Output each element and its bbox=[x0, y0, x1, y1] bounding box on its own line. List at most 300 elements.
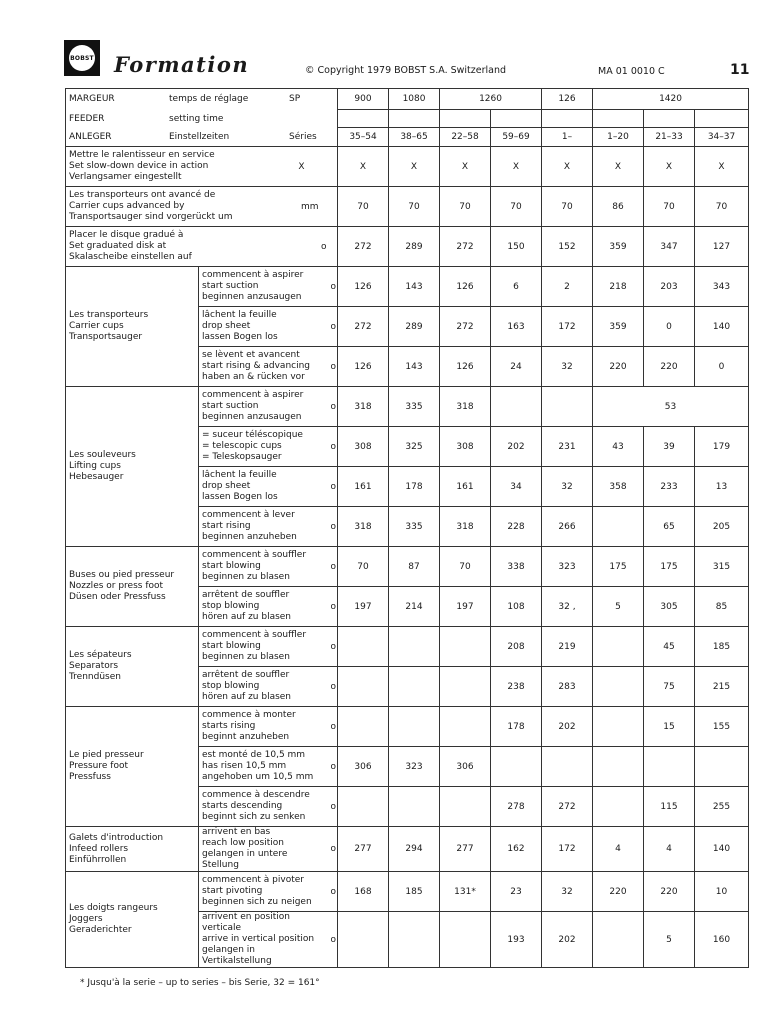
value-cell: 308 bbox=[338, 427, 389, 467]
row-description bbox=[202, 630, 327, 663]
value-cell bbox=[593, 627, 644, 667]
degree-unit: o bbox=[330, 667, 338, 707]
value-cell: 131* bbox=[440, 872, 491, 912]
row-description bbox=[202, 510, 327, 543]
value-cell: 32 bbox=[542, 872, 593, 912]
description-line: hören auf zu blasen bbox=[202, 612, 292, 622]
value-cell: 152 bbox=[542, 227, 593, 267]
row-description bbox=[202, 827, 327, 871]
value-cell: 197 bbox=[440, 587, 491, 627]
value-cell bbox=[644, 747, 695, 787]
description-line: Set graduated disk at bbox=[69, 241, 167, 251]
page-number: 11 bbox=[730, 62, 750, 78]
value-cell bbox=[389, 627, 440, 667]
value-cell: 185 bbox=[389, 872, 440, 912]
value-cell bbox=[338, 787, 389, 827]
description-line: beginnen anzusaugen bbox=[202, 292, 302, 302]
row-description bbox=[69, 150, 215, 183]
description-line: Hebesauger bbox=[69, 472, 124, 482]
value-cell: 126 bbox=[440, 267, 491, 307]
description-cell bbox=[199, 507, 330, 547]
description-line: lâchent la feuille bbox=[202, 310, 277, 320]
degree-unit: o bbox=[330, 387, 338, 427]
description-line: start blowing bbox=[202, 561, 261, 571]
value-cell: 193 bbox=[491, 912, 542, 968]
description-line: start suction bbox=[202, 281, 259, 291]
value-cell: 53 bbox=[593, 387, 749, 427]
header-series-range: 1– bbox=[542, 128, 593, 147]
value-cell bbox=[542, 387, 593, 427]
table-row bbox=[66, 627, 749, 667]
value-cell: 202 bbox=[491, 427, 542, 467]
row-description bbox=[202, 710, 327, 743]
value-cell bbox=[338, 667, 389, 707]
value-cell: 335 bbox=[389, 507, 440, 547]
value-cell: 359 bbox=[593, 307, 644, 347]
header-series: Séries bbox=[289, 131, 317, 142]
value-cell: 32 , bbox=[542, 587, 593, 627]
description-line: arrivent en position verticale bbox=[202, 912, 290, 933]
degree-unit: o bbox=[330, 627, 338, 667]
value-cell: 34 bbox=[491, 467, 542, 507]
degree-unit: o bbox=[330, 872, 338, 912]
description-line: starts descending bbox=[202, 801, 283, 811]
description-line: start rising & advancing bbox=[202, 361, 311, 371]
page-header bbox=[0, 0, 768, 90]
value-cell: 347 bbox=[644, 227, 695, 267]
description-line: Mettre le ralentisseur en service bbox=[69, 150, 215, 160]
header-einstell: Einstellzeiten bbox=[169, 131, 230, 142]
row-description bbox=[69, 650, 195, 683]
row-description bbox=[202, 875, 327, 908]
value-cell bbox=[542, 747, 593, 787]
value-cell: 335 bbox=[389, 387, 440, 427]
description-cell bbox=[66, 227, 330, 267]
value-cell bbox=[440, 707, 491, 747]
value-cell: 160 bbox=[695, 912, 749, 968]
description-line: beginnen anzuheben bbox=[202, 532, 297, 542]
value-cell bbox=[440, 787, 491, 827]
description-line: se lèvent et avancent bbox=[202, 350, 300, 360]
value-cell: 272 bbox=[542, 787, 593, 827]
value-cell: 2 bbox=[542, 267, 593, 307]
row-description bbox=[69, 230, 192, 263]
value-cell: 126 bbox=[338, 347, 389, 387]
value-cell bbox=[389, 667, 440, 707]
row-description bbox=[202, 390, 327, 423]
description-cell bbox=[199, 872, 330, 912]
value-cell: 23 bbox=[491, 872, 542, 912]
value-cell: 233 bbox=[644, 467, 695, 507]
value-cell: 218 bbox=[593, 267, 644, 307]
description-line: arrêtent de souffler bbox=[202, 670, 290, 680]
description-cell bbox=[66, 187, 330, 227]
description-line: haben an & rücken vor bbox=[202, 372, 305, 382]
row-description bbox=[202, 670, 327, 703]
description-line: Les transporteurs ont avancé de bbox=[69, 190, 216, 200]
value-cell: 178 bbox=[389, 467, 440, 507]
document-reference: MA 01 0010 C bbox=[598, 66, 665, 77]
description-line: reach low position bbox=[202, 838, 284, 848]
value-cell: 70 bbox=[644, 187, 695, 227]
header-model: 1420 bbox=[593, 89, 749, 110]
value-cell: 163 bbox=[491, 307, 542, 347]
table-row bbox=[66, 227, 749, 267]
value-cell: 220 bbox=[593, 347, 644, 387]
value-cell: 4 bbox=[593, 827, 644, 872]
row-description bbox=[202, 550, 327, 583]
value-cell: 32 bbox=[542, 347, 593, 387]
value-cell bbox=[338, 627, 389, 667]
value-cell: 278 bbox=[491, 787, 542, 827]
value-cell bbox=[491, 387, 542, 427]
header-row-series bbox=[66, 128, 749, 147]
value-cell: 70 bbox=[695, 187, 749, 227]
header-model: 126 bbox=[542, 89, 593, 110]
degree-unit: o bbox=[330, 547, 338, 587]
value-cell: 272 bbox=[338, 307, 389, 347]
value-cell: 220 bbox=[644, 872, 695, 912]
value-cell: 172 bbox=[542, 827, 593, 872]
value-cell: 175 bbox=[593, 547, 644, 587]
description-line: Verlangsamer eingestellt bbox=[69, 172, 182, 182]
value-cell: 277 bbox=[338, 827, 389, 872]
description-line: gelangen in untere Stellung bbox=[202, 849, 288, 870]
description-line: Buses ou pied presseur bbox=[69, 570, 175, 580]
value-cell: 108 bbox=[491, 587, 542, 627]
row-description bbox=[69, 190, 232, 223]
description-line: commencent à aspirer bbox=[202, 270, 304, 280]
value-cell: 15 bbox=[644, 707, 695, 747]
description-cell bbox=[199, 827, 330, 872]
description-line: arrêtent de souffler bbox=[202, 590, 290, 600]
value-cell: 161 bbox=[338, 467, 389, 507]
description-line: Les transporteurs bbox=[69, 310, 149, 320]
value-cell: 343 bbox=[695, 267, 749, 307]
header-anleger: ANLEGER bbox=[69, 131, 112, 142]
value-cell: 70 bbox=[440, 547, 491, 587]
degree-unit: o bbox=[330, 587, 338, 627]
row-description bbox=[69, 450, 195, 483]
value-cell: 220 bbox=[593, 872, 644, 912]
header-sp: SP bbox=[289, 94, 301, 105]
value-cell: 197 bbox=[338, 587, 389, 627]
degree-unit: o bbox=[330, 307, 338, 347]
row-description bbox=[202, 470, 327, 503]
description-line: Einführrollen bbox=[69, 854, 127, 865]
header-series-range: 38–65 bbox=[389, 128, 440, 147]
description-cell bbox=[199, 912, 330, 968]
header-model: 1080 bbox=[389, 89, 440, 110]
description-line: stop blowing bbox=[202, 601, 260, 611]
description-line: Düsen oder Pressfuss bbox=[69, 592, 166, 602]
value-cell: 214 bbox=[389, 587, 440, 627]
value-cell: 75 bbox=[644, 667, 695, 707]
description-line: Set slow-down device in action bbox=[69, 161, 209, 171]
description-cell bbox=[199, 627, 330, 667]
description-cell bbox=[199, 267, 330, 307]
value-cell: 0 bbox=[695, 347, 749, 387]
table-row bbox=[66, 387, 749, 427]
value-cell: 358 bbox=[593, 467, 644, 507]
value-cell: 70 bbox=[440, 187, 491, 227]
value-cell: 266 bbox=[542, 507, 593, 547]
table-row bbox=[66, 187, 749, 227]
value-cell bbox=[338, 707, 389, 747]
group-label-cell bbox=[66, 872, 199, 968]
value-cell bbox=[440, 627, 491, 667]
description-line: beginnen zu blasen bbox=[202, 652, 290, 662]
value-cell: 5 bbox=[593, 587, 644, 627]
description-line: Trenndüsen bbox=[69, 672, 121, 682]
value-cell: 140 bbox=[695, 827, 749, 872]
description-line: beginnt sich zu senken bbox=[202, 812, 306, 822]
value-cell: 306 bbox=[440, 747, 491, 787]
unit-label: o bbox=[320, 241, 327, 252]
description-line: has risen 10,5 mm bbox=[202, 761, 287, 771]
value-cell: 10 bbox=[695, 872, 749, 912]
unit-label: X bbox=[298, 161, 305, 172]
description-line: = suceur téléscopique bbox=[202, 430, 303, 440]
description-line: beginnen sich zu neigen bbox=[202, 897, 312, 907]
group-label-cell bbox=[66, 387, 199, 547]
bobst-logo-icon bbox=[64, 40, 100, 76]
row-description bbox=[69, 750, 195, 783]
degree-unit: o bbox=[330, 912, 338, 968]
value-cell: 277 bbox=[440, 827, 491, 872]
description-line: Carrier cups advanced by bbox=[69, 201, 185, 211]
degree-unit: o bbox=[330, 467, 338, 507]
value-cell: 5 bbox=[644, 912, 695, 968]
description-line: start suction bbox=[202, 401, 259, 411]
value-cell: 289 bbox=[389, 227, 440, 267]
description-line: commencent à souffler bbox=[202, 630, 307, 640]
description-line: = Teleskopsauger bbox=[202, 452, 282, 462]
value-cell: X bbox=[593, 147, 644, 187]
header-row-feeder bbox=[66, 110, 749, 128]
value-cell: 70 bbox=[338, 547, 389, 587]
header-series-range: 35–54 bbox=[338, 128, 389, 147]
value-cell bbox=[695, 747, 749, 787]
description-line: Galets d'introduction bbox=[69, 832, 164, 843]
value-cell bbox=[389, 912, 440, 968]
description-cell bbox=[199, 387, 330, 427]
value-cell: 140 bbox=[695, 307, 749, 347]
value-cell: 228 bbox=[491, 507, 542, 547]
value-cell: 24 bbox=[491, 347, 542, 387]
table-row bbox=[66, 267, 749, 307]
copyright-notice: © Copyright 1979 BOBST S.A. Switzerland bbox=[305, 65, 507, 76]
value-cell: 86 bbox=[593, 187, 644, 227]
group-label-cell bbox=[66, 827, 199, 872]
row-description bbox=[202, 912, 327, 967]
value-cell: 43 bbox=[593, 427, 644, 467]
value-cell: X bbox=[542, 147, 593, 187]
description-line: Le pied presseur bbox=[69, 750, 144, 760]
value-cell: 4 bbox=[644, 827, 695, 872]
value-cell: 318 bbox=[440, 507, 491, 547]
header-series-range: 34–37 bbox=[695, 128, 749, 147]
value-cell: 6 bbox=[491, 267, 542, 307]
description-line: beginnen zu blasen bbox=[202, 572, 290, 582]
value-cell bbox=[389, 787, 440, 827]
table-row bbox=[66, 547, 749, 587]
value-cell: X bbox=[440, 147, 491, 187]
value-cell: X bbox=[491, 147, 542, 187]
row-description bbox=[69, 570, 195, 603]
value-cell: 150 bbox=[491, 227, 542, 267]
degree-unit: o bbox=[330, 747, 338, 787]
group-label-cell bbox=[66, 547, 199, 627]
row-description bbox=[202, 350, 327, 383]
value-cell: X bbox=[695, 147, 749, 187]
value-cell: 202 bbox=[542, 707, 593, 747]
description-line: Les sépateurs bbox=[69, 650, 132, 660]
value-cell bbox=[491, 747, 542, 787]
description-line: start blowing bbox=[202, 641, 261, 651]
description-cell bbox=[199, 667, 330, 707]
value-cell: 168 bbox=[338, 872, 389, 912]
value-cell: 0 bbox=[644, 307, 695, 347]
description-line: lassen Bogen los bbox=[202, 492, 278, 502]
header-series-range: 22–58 bbox=[440, 128, 491, 147]
value-cell: 289 bbox=[389, 307, 440, 347]
value-cell bbox=[593, 507, 644, 547]
description-line: Lifting cups bbox=[69, 461, 121, 471]
description-line: beginnen anzusaugen bbox=[202, 412, 302, 422]
header-series-range: 1–20 bbox=[593, 128, 644, 147]
header-series-range: 59–69 bbox=[491, 128, 542, 147]
header-feeder: FEEDER bbox=[69, 113, 105, 124]
row-description bbox=[202, 430, 327, 463]
value-cell: 115 bbox=[644, 787, 695, 827]
value-cell: 323 bbox=[542, 547, 593, 587]
description-line: commencent à souffler bbox=[202, 550, 307, 560]
header-temps: temps de réglage bbox=[169, 94, 249, 105]
unit-label: mm bbox=[300, 201, 319, 212]
value-cell: 325 bbox=[389, 427, 440, 467]
header-model: 900 bbox=[338, 89, 389, 110]
description-cell bbox=[199, 707, 330, 747]
description-cell bbox=[199, 787, 330, 827]
description-line: gelangen in Vertikalstellung bbox=[202, 945, 272, 966]
header-margeur: MARGEUR bbox=[69, 94, 115, 105]
description-line: Skalascheibe einstellen auf bbox=[69, 252, 192, 262]
description-line: Separators bbox=[69, 661, 119, 671]
value-cell: 39 bbox=[644, 427, 695, 467]
value-cell: 306 bbox=[338, 747, 389, 787]
description-line: est monté de 10,5 mm bbox=[202, 750, 306, 760]
description-cell bbox=[199, 307, 330, 347]
value-cell: 308 bbox=[440, 427, 491, 467]
description-cell bbox=[199, 347, 330, 387]
description-line: drop sheet bbox=[202, 481, 251, 491]
row-description bbox=[202, 270, 327, 303]
row-description bbox=[202, 310, 327, 343]
value-cell bbox=[593, 707, 644, 747]
description-line: Pressure foot bbox=[69, 761, 129, 771]
degree-unit: o bbox=[330, 347, 338, 387]
header-row-machine bbox=[66, 89, 749, 110]
description-line: beginnt anzuheben bbox=[202, 732, 290, 742]
value-cell: 32 bbox=[542, 467, 593, 507]
value-cell: 162 bbox=[491, 827, 542, 872]
group-label-cell bbox=[66, 267, 199, 387]
value-cell: 70 bbox=[491, 187, 542, 227]
value-cell: 175 bbox=[644, 547, 695, 587]
description-line: Placer le disque gradué à bbox=[69, 230, 184, 240]
value-cell: 155 bbox=[695, 707, 749, 747]
value-cell: 208 bbox=[491, 627, 542, 667]
document-title: Formation bbox=[114, 52, 250, 77]
description-line: starts rising bbox=[202, 721, 256, 731]
value-cell: 65 bbox=[644, 507, 695, 547]
description-line: commencent à lever bbox=[202, 510, 295, 520]
table-row bbox=[66, 707, 749, 747]
description-line: Les souleveurs bbox=[69, 450, 136, 460]
value-cell: 219 bbox=[542, 627, 593, 667]
description-line: arrivent en bas bbox=[202, 827, 271, 837]
description-line: drop sheet bbox=[202, 321, 251, 331]
description-cell bbox=[199, 747, 330, 787]
row-description bbox=[202, 750, 327, 783]
value-cell: 179 bbox=[695, 427, 749, 467]
degree-unit: o bbox=[330, 267, 338, 307]
description-line: Transportsauger sind vorgerückt um bbox=[69, 212, 233, 222]
degree-unit: o bbox=[330, 787, 338, 827]
row-description bbox=[202, 790, 327, 823]
logo-text: BOBST bbox=[70, 54, 94, 62]
value-cell: 127 bbox=[695, 227, 749, 267]
description-cell bbox=[199, 467, 330, 507]
description-line: Transportsauger bbox=[69, 332, 143, 342]
value-cell: 126 bbox=[440, 347, 491, 387]
table-row bbox=[66, 872, 749, 912]
value-cell: 70 bbox=[542, 187, 593, 227]
value-cell bbox=[593, 747, 644, 787]
value-cell: 205 bbox=[695, 507, 749, 547]
group-label-cell bbox=[66, 627, 199, 707]
value-cell: 272 bbox=[338, 227, 389, 267]
description-cell bbox=[66, 147, 330, 187]
description-line: Infeed rollers bbox=[69, 843, 129, 854]
value-cell: 272 bbox=[440, 307, 491, 347]
row-description bbox=[202, 590, 327, 623]
value-cell: 126 bbox=[338, 267, 389, 307]
group-label-cell bbox=[66, 707, 199, 827]
description-line: start rising bbox=[202, 521, 251, 531]
value-cell: 85 bbox=[695, 587, 749, 627]
row-description bbox=[69, 903, 195, 936]
value-cell: 143 bbox=[389, 347, 440, 387]
row-description bbox=[69, 833, 195, 866]
value-cell: 294 bbox=[389, 827, 440, 872]
description-line: start pivoting bbox=[202, 886, 263, 896]
value-cell bbox=[593, 667, 644, 707]
description-line: Joggers bbox=[69, 914, 103, 924]
value-cell: 70 bbox=[389, 187, 440, 227]
value-cell: 178 bbox=[491, 707, 542, 747]
value-cell: 238 bbox=[491, 667, 542, 707]
degree-unit: o bbox=[330, 507, 338, 547]
value-cell: 318 bbox=[440, 387, 491, 427]
description-line: commencent à pivoter bbox=[202, 875, 304, 885]
value-cell: 283 bbox=[542, 667, 593, 707]
value-cell: 318 bbox=[338, 507, 389, 547]
settings-table bbox=[65, 88, 749, 968]
value-cell: 13 bbox=[695, 467, 749, 507]
description-line: lassen Bogen los bbox=[202, 332, 278, 342]
